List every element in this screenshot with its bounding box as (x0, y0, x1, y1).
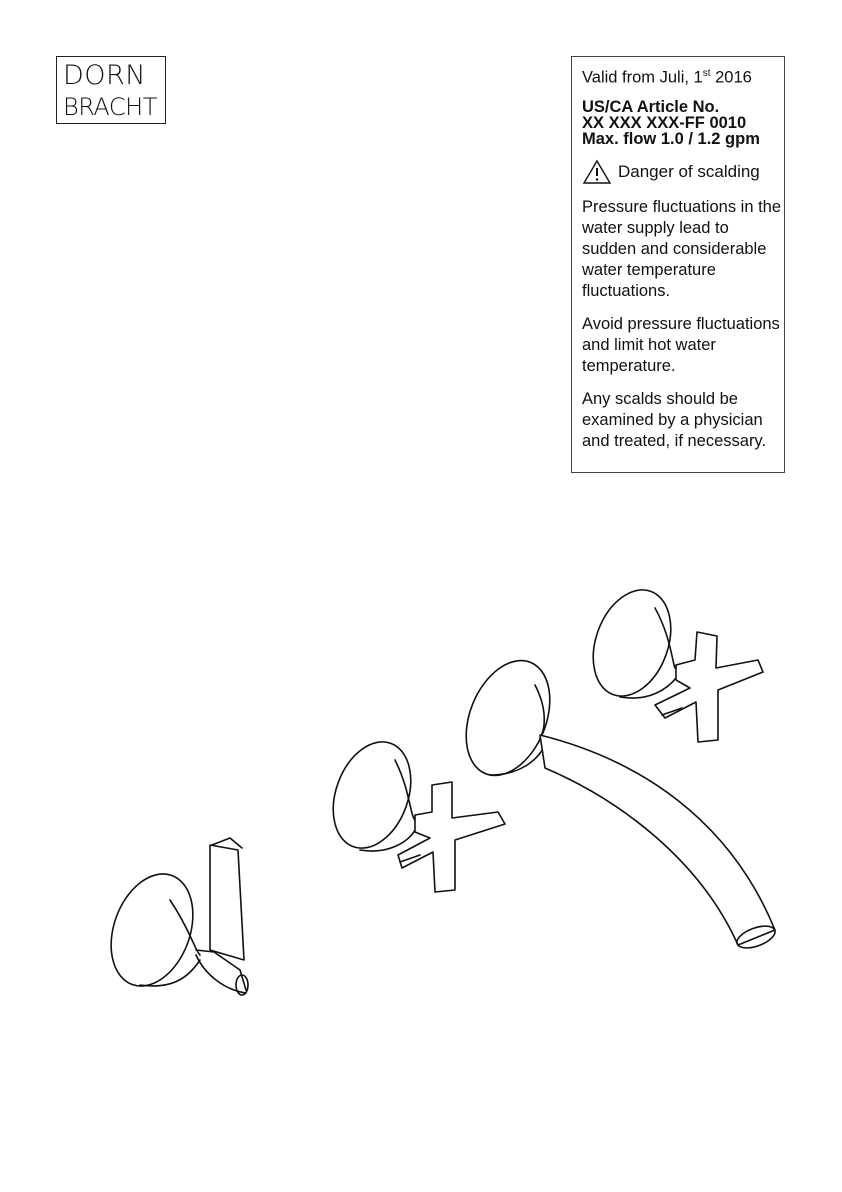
max-flow: Max. flow 1.0 / 1.2 gpm (582, 129, 760, 148)
danger-title: Danger of scalding (618, 162, 760, 181)
article-label: US/CA Article No. (582, 97, 720, 116)
logo-line-1: DORN (63, 60, 146, 91)
product-illustration (0, 560, 842, 1020)
brand-logo (56, 56, 166, 124)
article-info (582, 99, 784, 147)
valid-date: Valid from Juli, 1st 2016 (582, 68, 752, 87)
lever-handle-drawing (96, 838, 248, 997)
safety-notice-box (571, 56, 785, 473)
notice-paragraph-1: Pressure fluctuations in the water supply lead to sudden and considerable water temperature fluctuations. (582, 197, 782, 300)
article-number: XX XXX XXX-FF 0010 (582, 113, 747, 132)
notice-paragraph-2: Avoid pressure fluctuations and limit hot water temperature. (582, 314, 780, 375)
logo-line-2: BRACHT (63, 93, 157, 121)
notice-paragraph-3: Any scalds should be examined by a physician and treated, if necessary. (582, 389, 767, 450)
cross-handle-right-drawing (579, 579, 763, 742)
warning-triangle-icon (582, 159, 612, 185)
danger-heading (582, 159, 784, 185)
